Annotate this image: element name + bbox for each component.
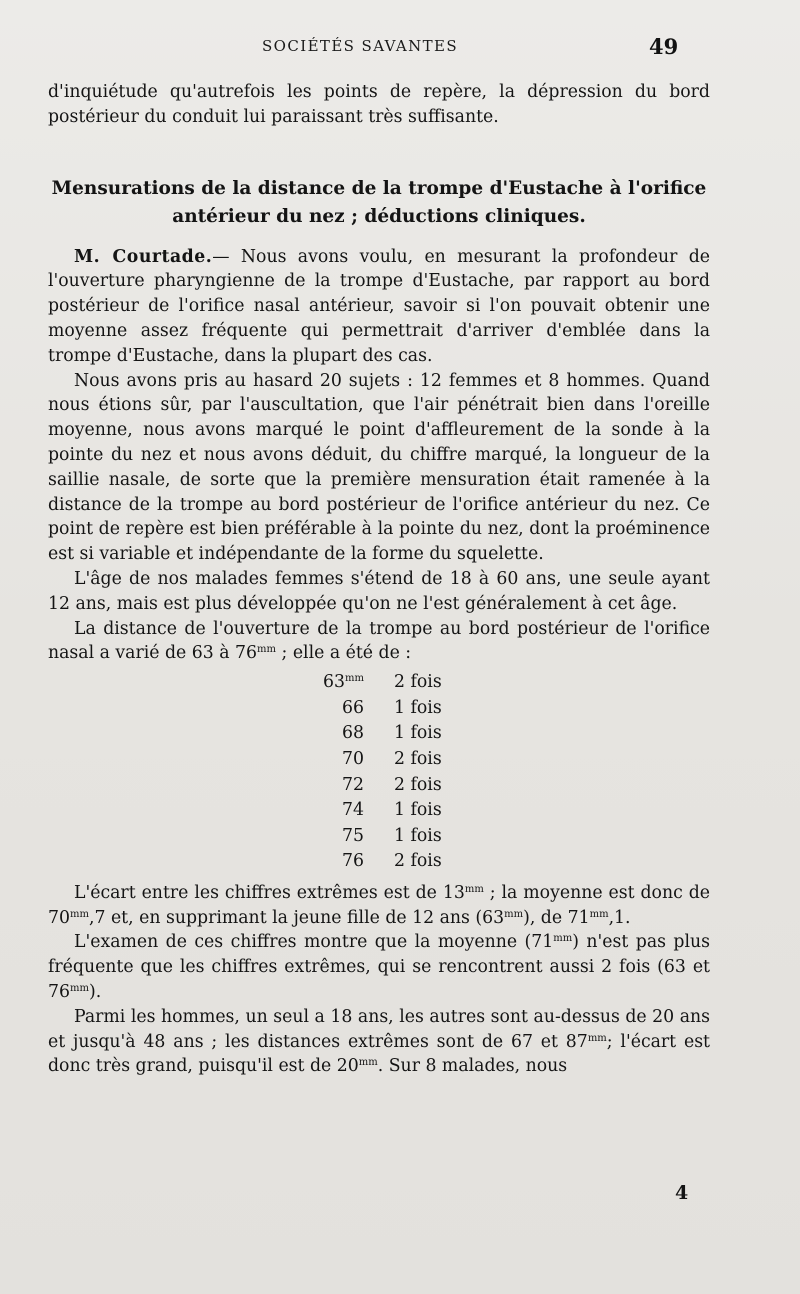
paragraph-6 bbox=[48, 930, 710, 1004]
table-value bbox=[48, 824, 364, 850]
unit-superscript: mm bbox=[257, 644, 277, 656]
table-row bbox=[48, 747, 710, 773]
unit-superscript: mm bbox=[464, 883, 484, 895]
table-value bbox=[48, 670, 364, 696]
paragraph-4 bbox=[48, 617, 710, 667]
table-count: 1 fois bbox=[394, 723, 442, 744]
running-head: SOCIÉTÉS SAVANTES bbox=[262, 37, 459, 55]
table-row bbox=[48, 798, 710, 824]
signature-mark: 4 bbox=[675, 1182, 689, 1204]
unit-superscript: mm bbox=[70, 908, 89, 920]
value-number: 68 bbox=[342, 723, 364, 744]
table-row bbox=[48, 824, 710, 850]
unit-superscript: mm bbox=[358, 1057, 378, 1069]
table-row bbox=[48, 849, 710, 875]
unit-superscript: mm bbox=[504, 908, 524, 920]
table-count: 2 fois bbox=[394, 748, 442, 769]
table-count: 1 fois bbox=[394, 825, 442, 846]
paragraph-speaker-intro bbox=[48, 245, 710, 369]
table-row bbox=[48, 696, 710, 722]
table-count: 2 fois bbox=[394, 851, 442, 872]
text-segment: ). bbox=[88, 982, 102, 1003]
speaker-name: M. Courtade. bbox=[74, 246, 213, 267]
section-heading: Mensurations de la distance de la trompe d'Eustache à l'orifice antérieur du nez ; déductions cliniques. bbox=[51, 177, 707, 227]
table-count: 2 fois bbox=[394, 672, 442, 693]
value-number: 74 bbox=[342, 800, 364, 821]
page-header bbox=[0, 34, 800, 59]
unit-superscript: mm bbox=[589, 908, 609, 920]
table-value bbox=[48, 747, 364, 773]
intro-paragraph: d'inquiétude qu'autrefois les points de repère, la dépression du bord postérieur du conduit lui paraissant très suffisante. bbox=[48, 82, 710, 127]
unit-superscript: mm bbox=[70, 983, 89, 995]
paragraph-4-tail: ; elle a été de : bbox=[276, 643, 412, 664]
value-number: 75 bbox=[342, 825, 364, 846]
table-row bbox=[48, 773, 710, 799]
paragraph-2: Nous avons pris au hasard 20 sujets : 12 femmes et 8 hommes. Quand nous étions sûr, par l'auscultation, que l'air pénétrait bien dans l'oreille moyenne, nous avons marqué le point d'affleurement de la sonde à la pointe du nez et nous avons déduit, du chiffre marqué, la longueur de la saillie nasale, de sorte que la première mensuration était ramenée à la distance de la trompe au bord postérieur de l'orifice antérieur du nez. Ce point de repère est bien préférable à la pointe du nez, dont la proéminence est si variable et indépendante de la forme du squelette. bbox=[48, 370, 710, 565]
value-number: 76 bbox=[342, 851, 364, 872]
value-number: 63 bbox=[323, 672, 346, 693]
table-value bbox=[48, 721, 364, 747]
paragraph-5 bbox=[48, 881, 710, 931]
text-segment: L'écart entre les chiffres extrêmes est de 13 bbox=[74, 882, 465, 903]
unit-superscript: mm bbox=[345, 673, 364, 685]
table-value bbox=[48, 849, 364, 875]
measurement-table bbox=[48, 670, 710, 875]
table-count: 2 fois bbox=[394, 774, 442, 795]
table-count: 1 fois bbox=[394, 697, 442, 718]
unit-superscript: mm bbox=[553, 933, 573, 945]
text-segment: L'examen de ces chiffres montre que la moyenne (71 bbox=[74, 932, 554, 953]
paragraph-4-text: La distance de l'ouverture de la trompe au bord postérieur de l'orifice nasal a varié de 63 à 76 bbox=[48, 618, 710, 664]
paragraph-7 bbox=[48, 1005, 710, 1079]
table-row bbox=[48, 670, 710, 696]
value-number: 72 bbox=[342, 774, 364, 795]
text-segment: ,1. bbox=[608, 907, 631, 928]
value-number: 70 bbox=[342, 748, 364, 769]
text-segment: Parmi les hommes, un seul a 18 ans, les autres sont au-dessus de 20 ans et jusqu'à 48 ans ; les distances extrêmes sont de 67 et 87 bbox=[48, 1006, 710, 1052]
paragraph-3: L'âge de nos malades femmes s'étend de 18 à 60 ans, une seule ayant 12 ans, mais est plus développée qu'on ne l'est généralement à cet âge. bbox=[48, 568, 710, 614]
table-row bbox=[48, 721, 710, 747]
text-segment: ; l'écart est donc très grand, puisqu'il est de 20 bbox=[48, 1031, 711, 1077]
table-value bbox=[48, 798, 364, 824]
value-number: 66 bbox=[342, 697, 364, 718]
text-segment: ), de 71 bbox=[523, 907, 590, 928]
unit-superscript: mm bbox=[587, 1032, 607, 1044]
table-value bbox=[48, 773, 364, 799]
text-segment: ,7 et, en supprimant la jeune fille de 12 ans (63 bbox=[88, 907, 505, 928]
text-segment: ; la moyenne est donc de 70 bbox=[48, 882, 711, 928]
table-count: 1 fois bbox=[394, 800, 442, 821]
table-value bbox=[48, 696, 364, 722]
paragraph-1-text: — Nous avons voulu, en mesurant la profondeur de l'ouverture pharyngienne de la trompe d'Eustache, par rapport au bord postérieur de l'orifice nasal antérieur, savoir si l'on pouvait obtenir une moyenne assez fréquente qui permettrait d'arriver d'emblée dans la trompe d'Eustache, dans la plupart des cas. bbox=[48, 246, 710, 366]
text-segment: . Sur 8 malades, nous bbox=[377, 1056, 568, 1077]
page-number: 49 bbox=[649, 34, 679, 59]
text-segment: ) n'est pas plus fréquente que les chiffres extrêmes, qui se rencontrent aussi 2 fois (63 et 76 bbox=[48, 932, 711, 1003]
page-body bbox=[48, 80, 710, 1079]
